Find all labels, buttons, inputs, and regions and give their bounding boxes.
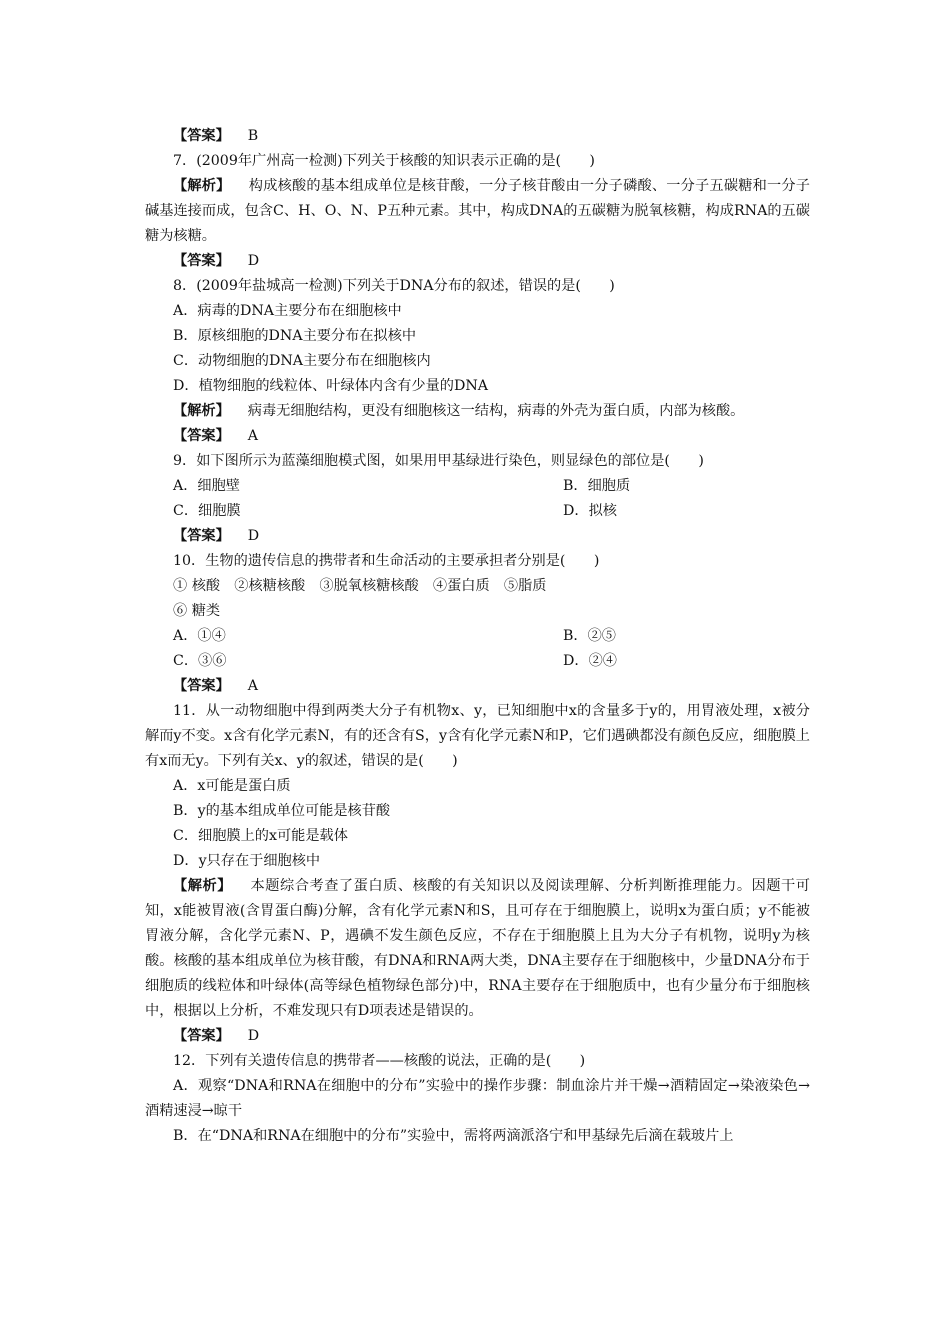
answer-line [145,1024,810,1049]
analysis-tag: 【解析】 [173,403,230,419]
option-b: B．y的基本组成单位可能是核苷酸 [173,803,391,819]
answer-tag: 【答案】 [173,678,230,694]
analysis-7 [145,174,810,249]
options-row [145,474,810,499]
option-c: C．细胞膜 [173,503,241,519]
option-c: C．③⑥ [173,653,227,669]
document-page [145,120,810,1149]
option-a: A．①④ [173,628,226,644]
analysis-body: 病毒无细胞结构，更没有细胞核这一结构，病毒的外壳为蛋白质，内部为核酸。 [247,403,745,419]
answer-line [145,524,810,549]
answer-line [145,674,810,699]
analysis-tag: 【解析】 [173,178,231,194]
answer-value: A [247,678,259,694]
analysis-body: 本题综合考查了蛋白质、核酸的有关知识以及阅读理解、分析判断推理能力。因题干可知，x能被胃液(含胃蛋白酶)分解，含有化学元素N和S，且可存在于细胞膜上，说明x为蛋白质；y不能被胃液分解，含化学元素N、P，遇碘不发生颜色反应，不存在于细胞膜上且为大分子有机物，说明y为核酸。核酸的基本组成单位为核苷酸，有DNA和RNA两大类，DNA主要存在于细胞核中，少量DNA分布于细胞质的线粒体和叶绿体(高等绿色植物绿色部分)中，RNA主要存在于细胞质中，也有少量分布于细胞核中，根据以上分析，不难发现只有D项表述是错误的。 [145,878,810,1019]
question-10: 10．生物的遗传信息的携带者和生命活动的主要承担者分别是( ) [173,553,600,569]
options-row [145,624,810,649]
option-c: C．细胞膜上的x可能是载体 [173,828,348,844]
analysis-8 [145,399,810,424]
option-b: B．在“DNA和RNA在细胞中的分布”实验中，需将两滴派洛宁和甲基绿先后滴在载玻片上 [173,1128,734,1144]
answer-line [145,249,810,274]
option-c: C．动物细胞的DNA主要分布在细胞核内 [173,353,431,369]
answer-tag: 【答案】 [173,428,230,444]
answer-value: D [247,253,260,269]
option-d: D．拟核 [563,503,617,519]
answer-value: D [247,1028,260,1044]
question-11: 11．从一动物细胞中得到两类大分子有机物x、y，已知细胞中x的含量多于y的，用胃液处理，x被分解而y不变。x含有化学元素N，有的还含有S，y含有化学元素N和P，它们遇碘都没有颜色反应，细胞膜上有x而无y。下列有关x、y的叙述，错误的是( ) [145,703,810,769]
choice-list: ⑥ 糖类 [173,603,221,619]
option-a: A．病毒的DNA主要分布在细胞核中 [173,303,402,319]
option-d: D．y只存在于细胞核中 [173,853,321,869]
options-row [145,499,810,524]
answer-tag: 【答案】 [173,1028,230,1044]
option-b: B．原核细胞的DNA主要分布在拟核中 [173,328,417,344]
choice-list: ① 核酸 ②核糖核酸 ③脱氧核糖核酸 ④蛋白质 ⑤脂质 [173,578,547,594]
option-a: A．细胞壁 [173,478,240,494]
answer-value: D [247,528,260,544]
answer-tag: 【答案】 [173,528,230,544]
option-d: D．植物细胞的线粒体、叶绿体内含有少量的DNA [173,378,488,394]
answer-value: A [247,428,259,444]
analysis-tag: 【解析】 [173,878,232,894]
question-8: 8．(2009年盐城高一检测)下列关于DNA分布的叙述，错误的是( ) [173,278,615,294]
answer-tag: 【答案】 [173,253,230,269]
answer-line [145,424,810,449]
answer-value: B [247,128,259,144]
answer-tag: 【答案】 [173,128,230,144]
analysis-11 [145,874,810,1024]
option-b: B．细胞质 [563,478,631,494]
question-12: 12．下列有关遗传信息的携带者——核酸的说法，正确的是( ) [173,1053,586,1069]
question-9: 9．如下图所示为蓝藻细胞模式图，如果用甲基绿进行染色，则显绿色的部位是( ) [173,453,704,469]
options-row [145,649,810,674]
answer-line [145,124,810,149]
question-7: 7．(2009年广州高一检测)下列关于核酸的知识表示正确的是( ) [173,153,595,169]
option-b: B．②⑤ [563,628,616,644]
analysis-body: 构成核酸的基本组成单位是核苷酸，一分子核苷酸由一分子磷酸、一分子五碳糖和一分子碱基连接而成，包含C、H、O、N、P五种元素。其中，构成DNA的五碳糖为脱氧核糖，构成RNA的五碳糖为核糖。 [145,178,810,244]
option-d: D．②④ [563,653,617,669]
option-a: A．x可能是蛋白质 [173,778,291,794]
option-a: A．观察“DNA和RNA在细胞中的分布”实验中的操作步骤：制血涂片并干燥→酒精固定→染液染色→酒精速浸→晾干 [145,1078,810,1119]
